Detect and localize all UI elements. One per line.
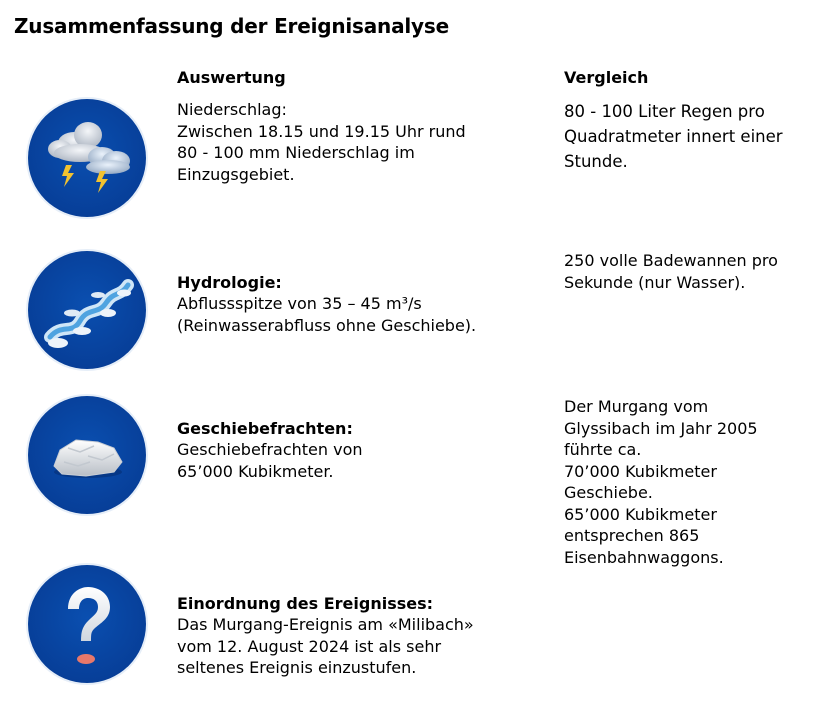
auswertung-einordnung xyxy=(177,571,474,679)
geschiebe-heading: Geschiebefrachten: xyxy=(177,418,353,438)
auswertung-niederschlag: Niederschlag: Zwischen 18.15 und 19.15 Uhr rund 80 - 100 mm Niederschlag im Einzugsgebiet. xyxy=(177,100,466,184)
hydrologie-text: Abflussspitze von 35 – 45 m³/s (Reinwasserabfluss ohne Geschiebe). xyxy=(177,294,477,335)
hydrologie-heading: Hydrologie: xyxy=(177,272,282,292)
storm-cloud-icon xyxy=(28,99,146,217)
geschiebe-text: Geschiebefrachten von 65’000 Kubikmeter. xyxy=(177,440,363,481)
einordnung-heading: Einordnung des Ereignisses: xyxy=(177,593,434,613)
vergleich-hydrologie: 250 volle Badewannen pro Sekunde (nur Wasser). xyxy=(564,251,778,292)
river-icon xyxy=(28,251,146,369)
vergleich-geschiebe: Der Murgang vom Glyssibach im Jahr 2005 führte ca. 70’000 Kubikmeter Geschiebe. 65’000 Kubikmeter entsprechen 865 Eisenbahnwaggons. xyxy=(564,397,758,567)
page-title: Zusammenfassung der Ereignisanalyse xyxy=(14,14,449,38)
vergleich-niederschlag: 80 - 100 Liter Regen pro Quadratmeter innert einer Stunde. xyxy=(564,102,783,171)
column-header-auswertung: Auswertung xyxy=(177,68,286,87)
auswertung-geschiebe xyxy=(177,396,363,482)
auswertung-hydrologie xyxy=(177,250,476,336)
question-mark-icon xyxy=(28,565,146,683)
rock-icon xyxy=(28,396,146,514)
column-header-vergleich: Vergleich xyxy=(564,68,649,87)
einordnung-text: Das Murgang-Ereignis am «Milibach» vom 12. August 2024 ist als sehr seltenes Ereignis einzustufen. xyxy=(177,615,474,677)
